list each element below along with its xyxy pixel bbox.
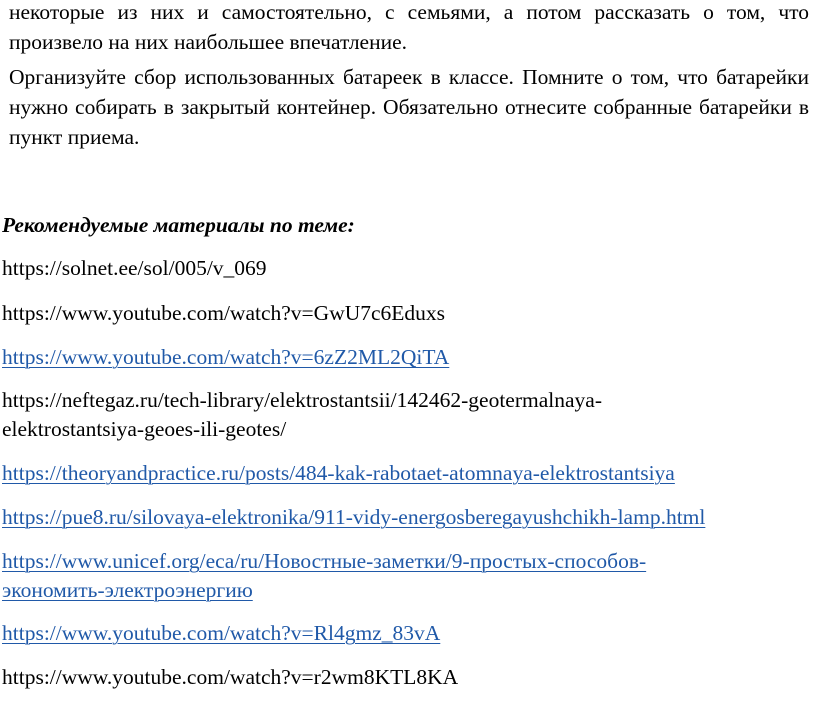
hyperlink-youtube-6zz2ml2qita[interactable]: https://www.youtube.com/watch?v=6zZ2ML2QiTA [2,345,450,369]
paragraph-battery-collection: Организуйте сбор использованных батареек в классе. Помните о том, что батарейки нужно собирать в закрытый контейнер. Обязательно отнесите собранные батарейки в пункт приема. [9,65,809,149]
link-youtube-r2wm8ktl8ka: https://www.youtube.com/watch?v=r2wm8KTL8KA [2,665,459,689]
paragraph-excursion-text: некоторые из них и самостоятельно, с семьями, а потом рассказать о том, что произвело на них наибольшее впечатление. [9,0,809,54]
link-neftegaz-line-1: https://neftegaz.ru/tech-library/elektrostantsii/142462-geotermalnaya- [2,388,602,412]
link-neftegaz-geothermal [2,386,814,444]
hyperlink-unicef-line-1[interactable]: https://www.unicef.org/eca/ru/Новостные-заметки/9-простых-способов- [2,549,647,573]
hyperlink-unicef-energy[interactable] [2,547,814,605]
link-solnet: https://solnet.ee/sol/005/v_069 [2,256,267,280]
link-neftegaz-line-2: elektrostantsiya-geoes-ili-geotes/ [2,417,287,441]
recommended-materials-heading: Рекомендуемые материалы по теме: [2,213,355,237]
link-youtube-gwu7c6eduxs: https://www.youtube.com/watch?v=GwU7c6Eduxs [2,301,446,325]
hyperlink-pue8-lamps[interactable]: https://pue8.ru/silovaya-elektronika/911-vidy-energosberegayushchikh-lamp.html [2,505,706,529]
hyperlink-theoryandpractice[interactable]: https://theoryandpractice.ru/posts/484-kak-rabotaet-atomnaya-elektrostantsiya [2,461,675,485]
hyperlink-unicef-line-2[interactable]: экономить-электроэнергию [2,578,253,602]
hyperlink-youtube-rl4gmz83va[interactable]: https://www.youtube.com/watch?v=Rl4gmz_83vA [2,621,441,645]
